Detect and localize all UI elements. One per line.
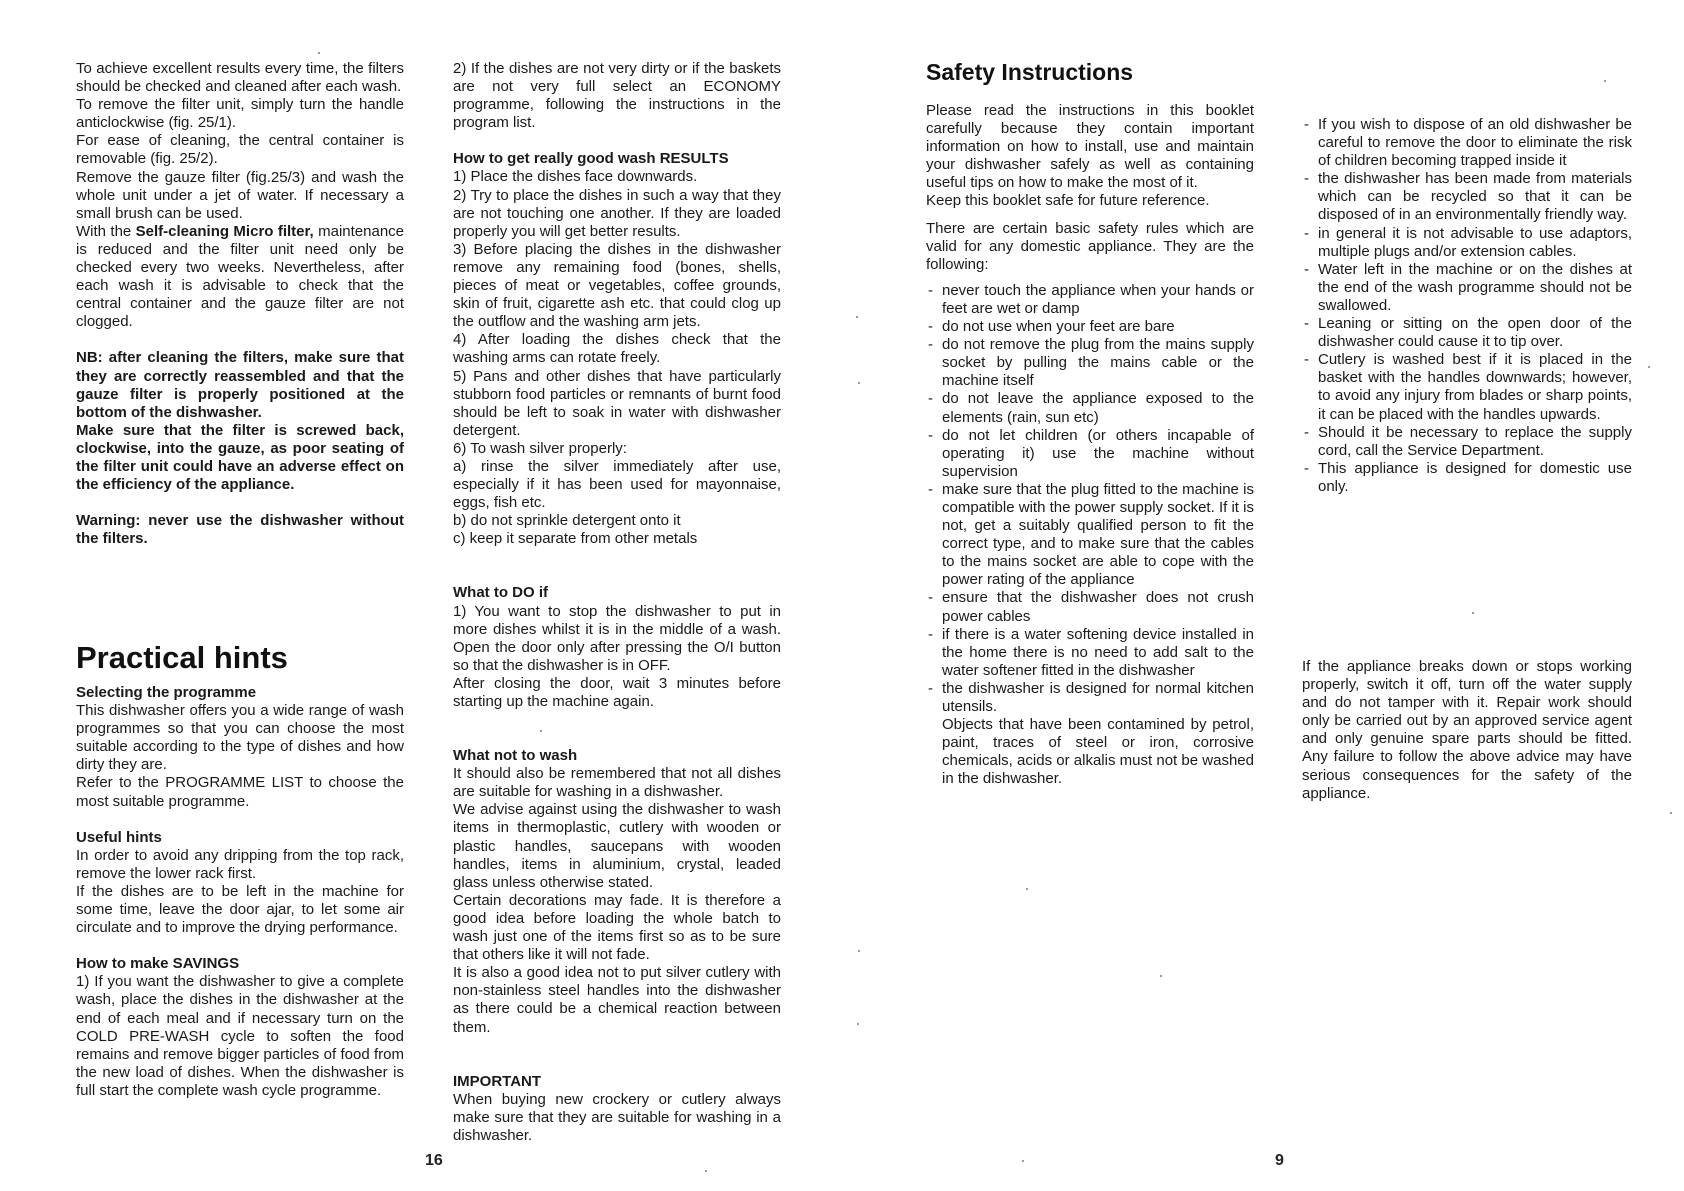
safety-rule: - do not let children (or others incapable of operating it) use the machine without supervision <box>926 427 1254 481</box>
safety-advice-item: - Leaning or sitting on the open door of the dishwasher could cause it to tip over. <box>1302 315 1632 351</box>
scan-speck <box>1604 80 1606 82</box>
scan-speck <box>540 730 542 732</box>
micro-pre: With the <box>76 222 136 240</box>
safety-rule: - ensure that the dishwasher does not crush power cables <box>926 589 1254 625</box>
savings-heading: How to make SAVINGS <box>76 955 240 973</box>
results-item: 2) Try to place the dishes in such a way that they are not touching one another. If they are loaded properly you will get better results. <box>453 186 781 240</box>
intro-paragraph: For ease of cleaning, the central container is removable (fig. 25/2). <box>76 132 404 168</box>
safety-intro-paragraph: Please read the instructions in this booklet carefully because they contain important information on how to install, use and maintain your dishwasher safely as well as containing useful tips on how to make the most of it. <box>926 102 1254 192</box>
column-wash-results <box>453 60 781 1145</box>
what-to-do-paragraph: 1) You want to stop the dishwasher to put in more dishes whilst it is in the middle of a wash. Open the door only after pressing the O/I button so that the dishwasher is in OFF. <box>453 602 781 674</box>
safety-rule: - the dishwasher is designed for normal kitchen utensils. <box>926 680 1254 716</box>
not-wash-paragraph: We advise against using the dishwasher to wash items in thermoplastic, cutlery with wooden or plastic handles, saucepans with wooden handles, items in aluminium, crystal, leaded glass unless otherwise stated. <box>453 801 781 891</box>
safety-instructions-title: Safety Instructions <box>926 59 1134 85</box>
objects-note: Objects that have been contamined by petrol, paint, traces of steel or iron, corrosive chemicals, acids or alkalis must not be washed in the dishwasher. <box>942 716 1254 788</box>
important-heading: IMPORTANT <box>453 1072 542 1090</box>
safety-advice-list <box>1302 116 1632 496</box>
not-wash-paragraph: It is also a good idea not to put silver cutlery with non-stainless steel handles into the dishwasher as there could be a chemical reaction between them. <box>453 964 781 1036</box>
what-to-do-paragraph: After closing the door, wait 3 minutes before starting up the machine again. <box>453 674 781 710</box>
intro-paragraph: Remove the gauze filter (fig.25/3) and wash the whole unit under a jet of water. If necessary a small brush can be used. <box>76 168 404 222</box>
scan-speck <box>1670 812 1672 814</box>
savings-paragraph: 1) If you want the dishwasher to give a complete wash, place the dishes in the dishwasher at the end of each meal and if necessary turn on the COLD PRE-WASH cycle to soften the food remains and remove bigger particles of food from the new load of dishes. When the dishwasher is full start the complete wash cycle programme. <box>76 973 404 1099</box>
results-item: b) do not sprinkle detergent onto it <box>453 512 681 530</box>
useful-heading: Useful hints <box>76 828 162 846</box>
intro-paragraph: To achieve excellent results every time, the filters should be checked and cleaned after each wash. <box>76 60 404 96</box>
scan-speck <box>1022 1160 1024 1162</box>
rules-intro: There are certain basic safety rules which are valid for any domestic appliance. They are the following: <box>926 219 1254 273</box>
micro-filter-paragraph <box>76 223 404 332</box>
results-item: 6) To wash silver properly: <box>453 439 627 457</box>
safety-rule: - do not remove the plug from the mains supply socket by pulling the mains cable or the machine itself <box>926 336 1254 390</box>
not-wash-paragraph: Certain decorations may fade. It is therefore a good idea before loading the whole batch to wash just one of the items first so as to be sure that others like it will not fade. <box>453 891 781 964</box>
safety-rules-list <box>926 282 1254 716</box>
important-paragraph: When buying new crockery or cutlery always make sure that they are suitable for washing in a dishwasher. <box>453 1090 781 1144</box>
micro-filter-term: Self-cleaning Micro filter, <box>135 222 314 240</box>
scan-speck <box>858 382 860 384</box>
safety-advice-item: - Should it be necessary to replace the supply cord, call the Service Department. <box>1302 424 1632 460</box>
nb-note: NB: after cleaning the filters, make sure that they are correctly reassembled and that the gauze filter is properly positioned at the bottom of the dishwasher. <box>76 349 404 421</box>
not-wash-paragraph: It should also be remembered that not all dishes are suitable for washing in a dishwasher. <box>453 765 781 801</box>
what-to-do-heading: What to DO if <box>453 584 548 602</box>
scan-speck <box>1472 612 1474 614</box>
scan-speck <box>857 1023 859 1025</box>
scan-speck <box>858 950 860 952</box>
column-filter-care <box>76 60 404 548</box>
results-heading: How to get really good wash RESULTS <box>453 150 729 168</box>
practical-hints-title: Practical hints <box>76 640 288 675</box>
scan-speck <box>1026 888 1028 890</box>
safety-intro-paragraph: Keep this booklet safe for future reference. <box>926 192 1210 210</box>
breakdown-paragraph: If the appliance breaks down or stops working properly, switch it off, turn off the water supply and do not tamper with it. Repair work should only be carried out by an approved service agent and only genuine spare parts should be fitted. Any failure to follow the above advice may have serious consequences for the safety of the appliance. <box>1302 658 1632 802</box>
warning-note: Warning: never use the dishwasher without the filters. <box>76 512 404 548</box>
page-number-left: 16 <box>425 1152 443 1169</box>
selecting-heading: Selecting the programme <box>76 684 257 701</box>
safety-rule: - do not use when your feet are bare <box>926 318 1254 336</box>
useful-paragraph: In order to avoid any dripping from the top rack, remove the lower rack first. <box>76 846 404 882</box>
economy-paragraph: 2) If the dishes are not very dirty or if the baskets are not very full select an ECONOMY programme, following the instructions in the program list. <box>453 60 781 132</box>
safety-advice-item: - the dishwasher has been made from materials which can be recycled so that it can be disposed of in an environmentally friendly way. <box>1302 170 1632 224</box>
selecting-paragraph: Refer to the PROGRAMME LIST to choose the most suitable programme. <box>76 774 404 810</box>
safety-advice-item: - If you wish to dispose of an old dishwasher be careful to remove the door to eliminate the risk of children becoming trapped inside it <box>1302 116 1632 170</box>
scan-speck <box>318 52 320 54</box>
useful-paragraph: If the dishes are to be left in the machine for some time, leave the door ajar, to let some air circulate and to improve the drying performance. <box>76 882 404 937</box>
safety-advice-item: - This appliance is designed for domestic use only. <box>1302 460 1632 496</box>
results-item: 5) Pans and other dishes that have particularly stubborn food particles or remnants of burnt food should be left to soak in water with dishwasher detergent. <box>453 367 781 439</box>
column-safety-continued <box>1302 116 1632 496</box>
safety-advice-item: - Water left in the machine or on the dishes at the end of the wash programme should not be swallowed. <box>1302 261 1632 315</box>
screw-note: Make sure that the filter is screwed back, clockwise, into the gauze, as poor seating of the filter unit could have an adverse effect on the efficiency of the appliance. <box>76 421 404 494</box>
scan-speck <box>1648 366 1650 368</box>
safety-rule: - never touch the appliance when your hands or feet are wet or damp <box>926 282 1254 318</box>
column-practical-hints <box>76 640 404 1100</box>
results-item: 3) Before placing the dishes in the dishwasher remove any remaining food (bones, shells, pieces of meat or vegetables, coffee grounds, skin of fruit, cigarette ash etc. that could clog up the outflow and the washing arm jets. <box>453 240 781 331</box>
selecting-paragraph: This dishwasher offers you a wide range of wash programmes so that you can choose the most suitable according to the type of dishes and how dirty they are. <box>76 702 404 774</box>
column-safety-instructions <box>926 58 1254 788</box>
scan-speck <box>856 316 858 318</box>
not-wash-heading: What not to wash <box>453 747 578 765</box>
safety-rule: - do not leave the appliance exposed to the elements (rain, sun etc) <box>926 390 1254 426</box>
safety-advice-item: - in general it is not advisable to use adaptors, multiple plugs and/or extension cables. <box>1302 225 1632 261</box>
results-item: a) rinse the silver immediately after use, especially if it has been used for mayonnaise, eggs, fish etc. <box>453 457 781 512</box>
results-item: 1) Place the dishes face downwards. <box>453 168 698 186</box>
safety-rule: - if there is a water softening device installed in the home there is no need to add salt to the water softener fitted in the dishwasher <box>926 626 1254 680</box>
scan-speck <box>705 1170 707 1172</box>
safety-rule: - make sure that the plug fitted to the machine is compatible with the power supply socket. If it is not, get a suitably qualified person to fit the correct type, and to make sure that the cables to the mains socket are able to cope with the power rating of the appliance <box>926 481 1254 590</box>
scan-speck <box>1160 975 1162 977</box>
page-number-right: 9 <box>1275 1152 1284 1169</box>
safety-advice-item: - Cutlery is washed best if it is placed in the basket with the handles downwards; however, to avoid any injury from blades or sharp points, it can be placed with the handles upwards. <box>1302 351 1632 423</box>
results-item: 4) After loading the dishes check that the washing arms can rotate freely. <box>453 331 781 367</box>
results-item: c) keep it separate from other metals <box>453 530 698 548</box>
intro-paragraph: To remove the filter unit, simply turn the handle anticlockwise (fig. 25/1). <box>76 96 404 132</box>
micro-post: maintenance is reduced and the filter unit need only be checked every two weeks. Nevertheless, after each wash it is advisable to check that the central container and the gauze filter are not clogged. <box>76 222 405 331</box>
